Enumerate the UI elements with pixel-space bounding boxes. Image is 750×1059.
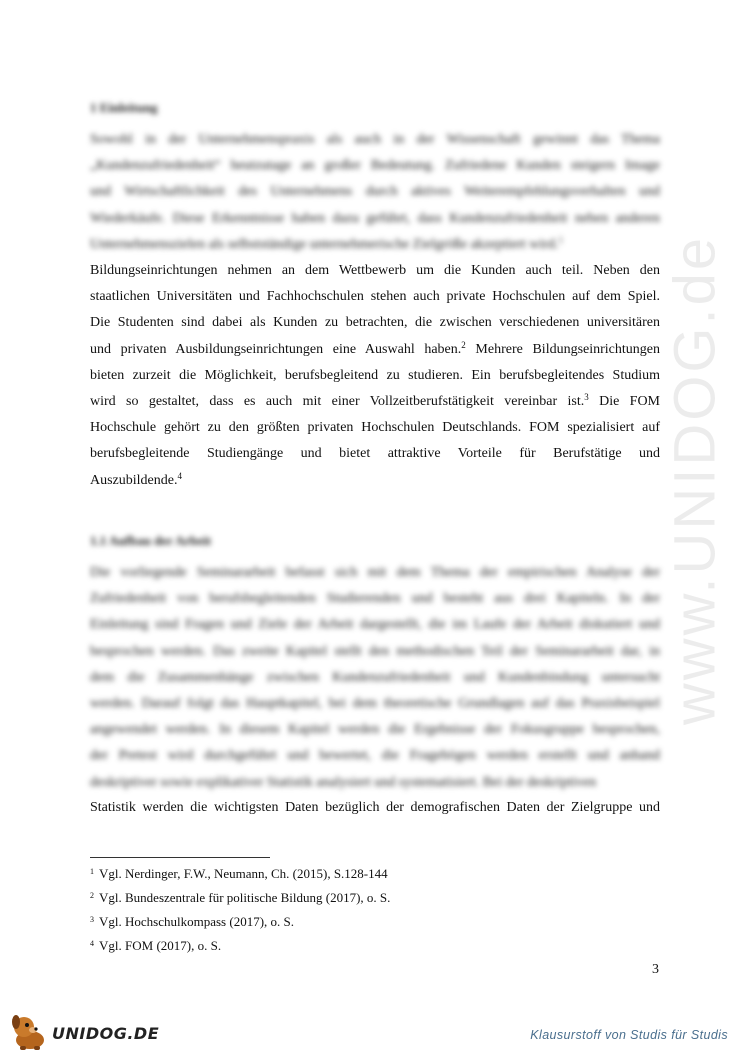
text-line: Die Studenten sind dabei als Kunden zu betrachten, die zwischen verschiedenen universitären xyxy=(90,315,660,331)
footnote: $^1$ Vgl. Nerdinger, F.W., Neumann, Ch. (2015), S.128-144 xyxy=(90,866,388,881)
blurred-paragraph-structure xyxy=(90,560,660,796)
heading-structure: 1.1 Aufbau der Arbeit xyxy=(90,533,212,548)
text-line: staatlichen Universitäten und Fachhochschulen stehen auch private Hochschulen auf dem Spiel. xyxy=(90,289,660,305)
text-line: Hochschule gehört zu den größten privaten Hochschulen Deutschlands. FOM spezialisiert auf xyxy=(90,420,660,436)
text-line: Zufriedenheit von berufsbegleitenden Studierenden und besteht aus drei Kapiteln. In der xyxy=(90,591,660,607)
paragraph-structure-visible xyxy=(90,795,660,821)
text-line: Wiederkäufe. Diese Erkenntnisse haben dazu geführt, dass Kundenzufriedenheit neben anderen xyxy=(90,210,660,226)
footnote: $^3$ Vgl. Hochschulkompass (2017), o. S. xyxy=(90,914,295,929)
footnote: $^4$ Vgl. FOM (2017), o. S. xyxy=(90,938,222,953)
text-line: und privaten Ausbildungseinrichtungen eine Auswahl haben.$^2$ Mehrere Bildungseinrichtungen xyxy=(90,339,661,357)
footer-tagline: Klausurstoff von Studis für Studis xyxy=(530,1028,728,1042)
text-line: angewendet werden. In diesem Kapitel werden die Ergebnisse der Fokusgruppe besprochen, xyxy=(90,722,660,738)
logo-text: UNIDOG.DE xyxy=(52,1024,160,1043)
text-line: Sowohl in der Unternehmenspraxis als auch in der Wissenschaft gewinnt das Thema xyxy=(90,132,660,147)
footnote-marker: 4 xyxy=(177,470,182,481)
text-line: Bildungseinrichtungen nehmen an dem Wettbewerb um die Kunden auch teil. Neben den xyxy=(90,263,660,278)
text-line: „Kundenzufriedenheit“ heutzutage an großer Bedeutung. Zufriedene Kunden steigern Image xyxy=(90,158,660,174)
heading-introduction: 1 Einleitung xyxy=(90,100,158,115)
text-line: der Pretest wird durchgeführt und bewertet, die Fragebögen werden erstellt und anhand xyxy=(90,748,660,764)
page-number: 3 xyxy=(652,962,659,977)
text-line: Einleitung sind Fragen und Ziele der Arbeit dargestellt, die im Laufe der Arbeit diskutiert und xyxy=(90,617,660,633)
watermark: www.UNIDOG.de xyxy=(662,234,728,726)
paragraph-intro-visible xyxy=(90,258,660,494)
text-line: Statistik werden die wichtigsten Daten bezüglich der demografischen Daten der Zielgruppe und xyxy=(90,800,660,815)
text-line: und Wirtschaftlichkeit des Unternehmens durch aktives Weiterempfehlungsverhalten und xyxy=(90,184,660,200)
dog-icon xyxy=(8,1012,52,1052)
footnote-marker: 2 xyxy=(461,339,466,350)
text-line: Unternehmenszielen als selbstständige unternehmerische Zielgröße akzeptiert wird.$^1$ xyxy=(90,234,563,252)
text-line: berufsbegleitende Studiengänge und bietet attraktive Vorteile für Berufstätige und xyxy=(90,446,660,462)
text-line: bieten zurzeit die Möglichkeit, berufsbegleitend zu studieren. Ein berufsbegleitendes Studium xyxy=(90,367,660,383)
footnote: $^2$ Vgl. Bundeszentrale für politische Bildung (2017), o. S. xyxy=(90,890,391,905)
text-line: wird so gestaltet, dass es auch mit einer Vollzeitberufstätigkeit vereinbar ist.$^3$ Die FOM xyxy=(90,392,661,410)
text-line: werden. Darauf folgt das Hauptkapitel, bei dem theoretische Grundlagen auf das Praxisbeispiel xyxy=(90,696,660,712)
unidog-logo xyxy=(8,1012,158,1054)
text-line: Die vorliegende Seminararbeit befasst sich mit dem Thema der empirischen Analyse der xyxy=(90,565,660,580)
text-line: besprochen werden. Das zweite Kapitel stellt den methodischen Teil der Seminararbeit dar, in xyxy=(90,643,660,659)
blurred-paragraph-intro xyxy=(90,127,660,258)
text-line: Auszubildende.$^4$ xyxy=(90,470,182,488)
footnote-marker: 3 xyxy=(584,392,589,403)
footnote-divider xyxy=(90,857,270,858)
footnote-marker: 1 xyxy=(558,234,563,245)
text-line: dem die Zusammenhänge zwischen Kundenzufriedenheit und Kundenbindung untersucht xyxy=(90,669,660,685)
text-line: deskriptiver sowie explikativer Statistik analysiert und systematisiert. Bei der deskriptiven xyxy=(90,774,597,790)
